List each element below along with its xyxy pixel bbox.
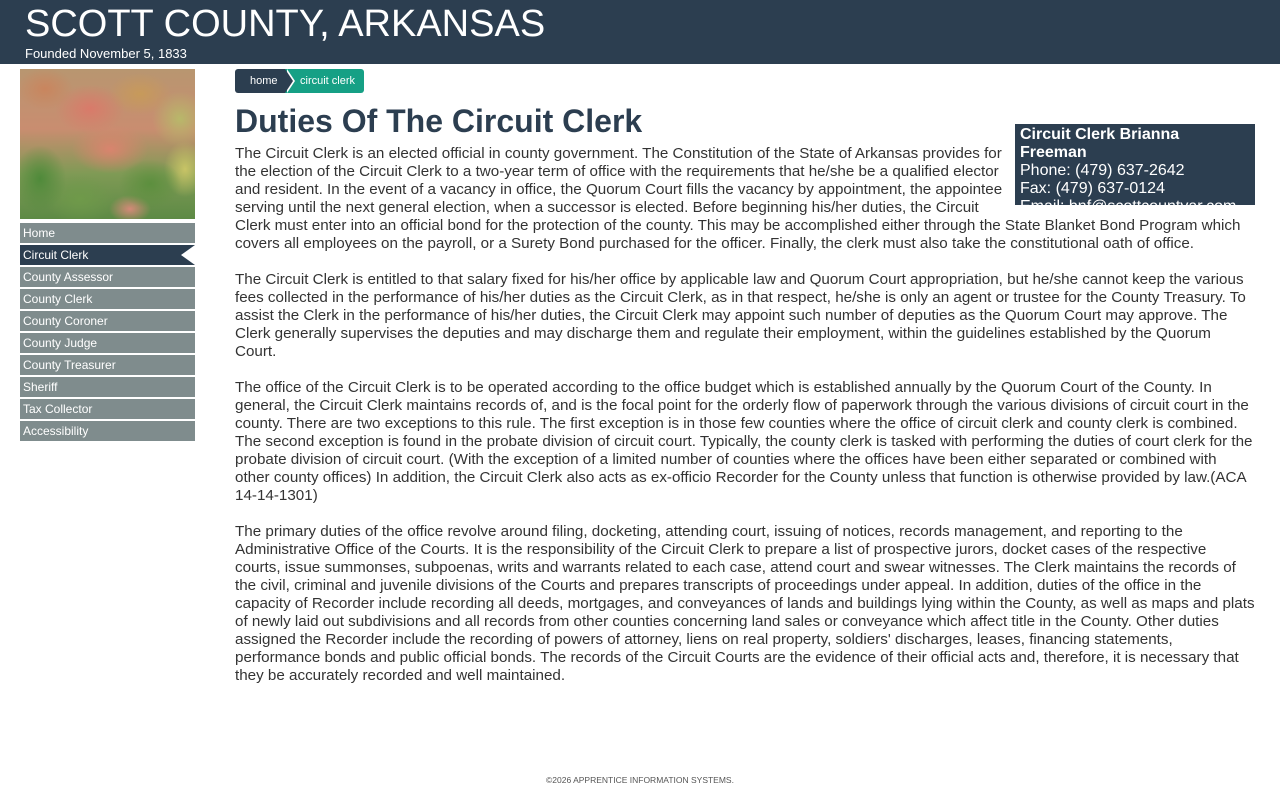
sidebar-nav bbox=[20, 223, 195, 441]
main-content bbox=[235, 145, 1255, 703]
paragraph-election: The Circuit Clerk is an elected official in county government. The Constitution of the State of Arkansas provides for the election of the Circuit Clerk to a two-year term of office with the requirements that he/she be a qualified elector and resident. In the event of a vacancy in office, the Quorum Court fills the vacancy by appointment, the appointee serving until the next general election, when a successor is elected. Before beginning his/her duties, the Circuit Clerk must enter into an official bond for the protection of the county. This may be accomplished either through the State Blanket Bond Program which covers all employees on the payroll, or a Surety Bond purchased for the officer. Finally, the clerk must also take the constitutional oath of office. bbox=[235, 145, 1241, 252]
contact-name: Circuit Clerk Brianna Freeman bbox=[1020, 126, 1180, 161]
site-subtitle: Founded November 5, 1833 bbox=[25, 46, 187, 61]
sidebar-item-county-assessor[interactable]: County Assessor bbox=[20, 267, 195, 287]
paragraph-operation: The office of the Circuit Clerk is to be operated according to the office budget which is established annually by the Quorum Court of the County. In general, the Circuit Clerk maintains records of, and is the focal point for the orderly flow of paperwork through the various divisions of circuit court in the county. There are two exceptions to this rule. The first exception is in those few counties where the office of circuit clerk and county clerk is combined. The second exception is found in the probate division of circuit court. Typically, the county clerk is tasked with performing the duties of court clerk for the probate division of circuit court. (With the exception of a limited number of counties where the offices have been either separated or combined with other county offices) In addition, the Circuit Clerk also acts as ex-officio Recorder for the County unless that function is otherwise provided by law.(ACA 14-14-1301) bbox=[235, 379, 1253, 504]
contact-fax: Fax: (479) 637-0124 bbox=[1020, 180, 1165, 197]
sidebar-item-county-clerk[interactable]: County Clerk bbox=[20, 289, 195, 309]
sidebar-item-county-judge[interactable]: County Judge bbox=[20, 333, 195, 353]
contact-email[interactable]: Email: bnf@scottcountyar.com bbox=[1020, 198, 1237, 215]
sidebar-item-tax-collector[interactable]: Tax Collector bbox=[20, 399, 195, 419]
sidebar-item-circuit-clerk[interactable]: Circuit Clerk bbox=[20, 245, 195, 265]
contact-phone: Phone: (479) 637-2642 bbox=[1020, 162, 1185, 179]
site-title[interactable]: SCOTT COUNTY, ARKANSAS bbox=[25, 3, 546, 45]
footer bbox=[0, 774, 1280, 786]
breadcrumb bbox=[235, 69, 364, 93]
sidebar-item-home[interactable]: Home bbox=[20, 223, 195, 243]
paragraph-primary-duties: The primary duties of the office revolve around filing, docketing, attending court, issuing of notices, records management, and reporting to the Administrative Office of the Courts. It is the responsibility of the Circuit Clerk to prepare a list of prospective jurors, docket cases of the respective courts, issue summonses, subpoenas, writs and warrants related to each case, attend court and swear witnesses. The Clerk maintains the records of the civil, criminal and juvenile divisions of the Courts and prepares transcripts of proceedings under appeal. In addition, duties of the office in the capacity of Recorder include recording all deeds, mortgages, and conveyances of lands and buildings lying within the County, as well as maps and plats of newly laid out subdivisions and all records from other counties concerning land sales or conveyance which affect title in the County. Other duties assigned the Recorder include the recording of powers of attorney, liens on real property, soldiers' discharges, leases, financing statements, performance bonds and public official bonds. The records of the Circuit Courts are the evidence of their official acts and, therefore, it is necessary that they be accurately recorded and well maintained. bbox=[235, 523, 1255, 684]
breadcrumb-current: circuit clerk bbox=[285, 69, 364, 93]
sidebar-item-county-coroner[interactable]: County Coroner bbox=[20, 311, 195, 331]
contact-float-spacer bbox=[1005, 145, 1255, 207]
page-title: Duties Of The Circuit Clerk bbox=[235, 103, 643, 139]
sidebar-item-accessibility[interactable]: Accessibility bbox=[20, 421, 195, 441]
autumn-forest-image bbox=[20, 69, 195, 219]
copyright-text: ©2026 APPRENTICE INFORMATION SYSTEMS. bbox=[546, 775, 734, 785]
sidebar bbox=[20, 69, 195, 443]
sidebar-item-county-treasurer[interactable]: County Treasurer bbox=[20, 355, 195, 375]
sidebar-item-sheriff[interactable]: Sheriff bbox=[20, 377, 195, 397]
site-header bbox=[0, 0, 1280, 64]
breadcrumb-home-link[interactable]: home bbox=[235, 69, 285, 93]
paragraph-salary: The Circuit Clerk is entitled to that salary fixed for his/her office by applicable law and Quorum Court appropriation, but he/she cannot keep the various fees collected in the performance of his/her duties as the Circuit Clerk, as in that respect, he/she is only an agent or trustee for the County Treasury. To assist the Clerk in the performance of his/her duties, the Circuit Clerk may appoint such number of deputies as the Quorum Court may approve. The Clerk generally supervises the deputies and may discharge them and regulate their employment, within the guidelines established by the Quorum Court. bbox=[235, 271, 1246, 360]
